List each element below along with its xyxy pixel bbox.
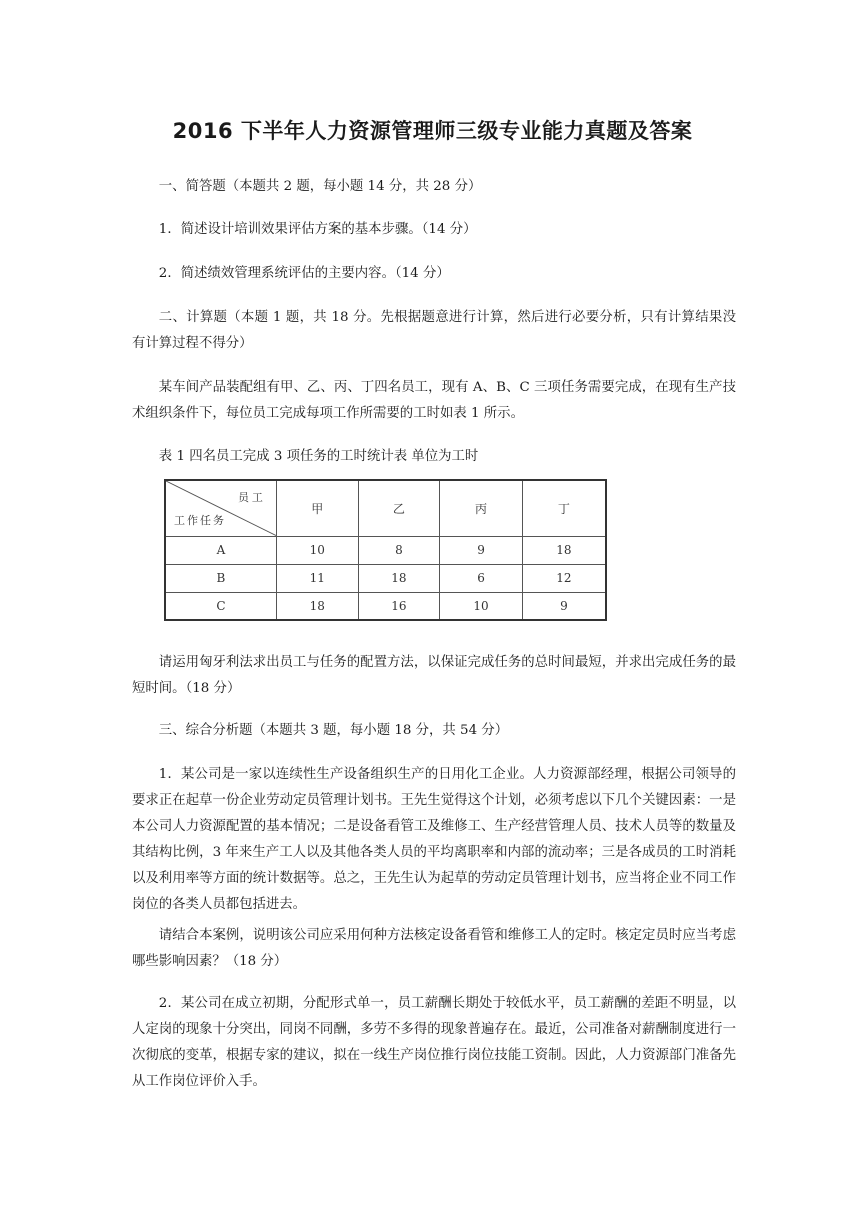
corner-label-employee: 员工 bbox=[237, 491, 266, 504]
corner-label-task: 工作任务 bbox=[174, 513, 226, 527]
table-cell: 11 bbox=[276, 564, 358, 592]
table-cell: 18 bbox=[276, 592, 358, 620]
section2-question: 请运用匈牙利法求出员工与任务的配置方法，以保证完成任务的总时间最短，并求出完成任务的最短时间。（18 分） bbox=[132, 655, 736, 696]
table-cell: 10 bbox=[440, 592, 523, 620]
table-corner-cell bbox=[165, 480, 276, 536]
table-caption: 表 1 四名员工完成 3 项任务的工时统计表 单位为工时 bbox=[158, 449, 479, 464]
table-cell: 10 bbox=[276, 536, 358, 564]
section1-question2: 2．简述绩效管理系统评估的主要内容。（14 分） bbox=[158, 266, 450, 281]
section3-heading: 三、综合分析题（本题共 3 题，每小题 18 分，共 54 分） bbox=[158, 723, 509, 738]
document-title: 2016 下半年人力资源管理师三级专业能力真题及答案 bbox=[172, 119, 693, 143]
table-row bbox=[165, 564, 606, 592]
table-cell: 8 bbox=[358, 536, 440, 564]
section2-heading: 二、计算题（本题 1 题，共 18 分。先根据题意进行计算，然后进行必要分析，只有计算结果没有计算过程不得分） bbox=[132, 310, 736, 351]
column-header: 丁 bbox=[522, 480, 606, 536]
row-header: A bbox=[165, 536, 276, 564]
section1-heading: 一、简答题（本题共 2 题，每小题 14 分，共 28 分） bbox=[158, 179, 482, 194]
column-header: 丙 bbox=[440, 480, 523, 536]
work-hours-table bbox=[164, 479, 607, 621]
section3-case2: 2．某公司在成立初期，分配形式单一，员工薪酬长期处于较低水平，员工薪酬的差距不明显，以人定岗的现象十分突出，同岗不同酬，多劳不多得的现象普遍存在。最近，公司准备对薪酬制度进行一次彻底的变革，根据专家的建议，拟在一线生产岗位推行岗位技能工资制。因此，人力资源部门准备先从工作岗位评价入手。 bbox=[132, 996, 736, 1089]
section2-intro: 某车间产品装配组有甲、乙、丙、丁四名员工，现有 A、B、C 三项任务需要完成，在现有生产技术组织条件下，每位员工完成每项工作所需要的工时如表 1 所示。 bbox=[132, 380, 736, 421]
table-cell: 9 bbox=[522, 592, 606, 620]
row-header: B bbox=[165, 564, 276, 592]
table-row bbox=[165, 592, 606, 620]
table-cell: 9 bbox=[440, 536, 523, 564]
section3-case1: 1．某公司是一家以连续性生产设备组织生产的日用化工企业。人力资源部经理，根据公司领导的要求正在起草一份企业劳动定员管理计划书。王先生觉得这个计划，必须考虑以下几个关键因素：一是本公司人力资源配置的基本情况；二是设备看管工及维修工、生产经营管理人员、技术人员等的数量及其结构比例，3 年来生产工人以及其他各类人员的平均离职率和内部的流动率；三是各成员的工时消耗以及利用率等方面的统计数据等。总之，王先生认为起草的劳动定员管理计划书，应当将企业不同工作岗位的各类人员都包括进去。 bbox=[132, 767, 736, 912]
column-header: 甲 bbox=[276, 480, 358, 536]
column-header: 乙 bbox=[358, 480, 440, 536]
table-header-row bbox=[165, 480, 606, 536]
table-cell: 18 bbox=[522, 536, 606, 564]
table-row bbox=[165, 536, 606, 564]
table-cell: 18 bbox=[358, 564, 440, 592]
table-cell: 12 bbox=[522, 564, 606, 592]
row-header: C bbox=[165, 592, 276, 620]
table-cell: 6 bbox=[440, 564, 523, 592]
section3-case1-question: 请结合本案例，说明该公司应采用何种方法核定设备看管和维修工人的定时。核定定员时应当考虑哪些影响因素？（18 分） bbox=[132, 928, 736, 969]
section1-question1: 1．简述设计培训效果评估方案的基本步骤。（14 分） bbox=[158, 222, 477, 237]
table-cell: 16 bbox=[358, 592, 440, 620]
